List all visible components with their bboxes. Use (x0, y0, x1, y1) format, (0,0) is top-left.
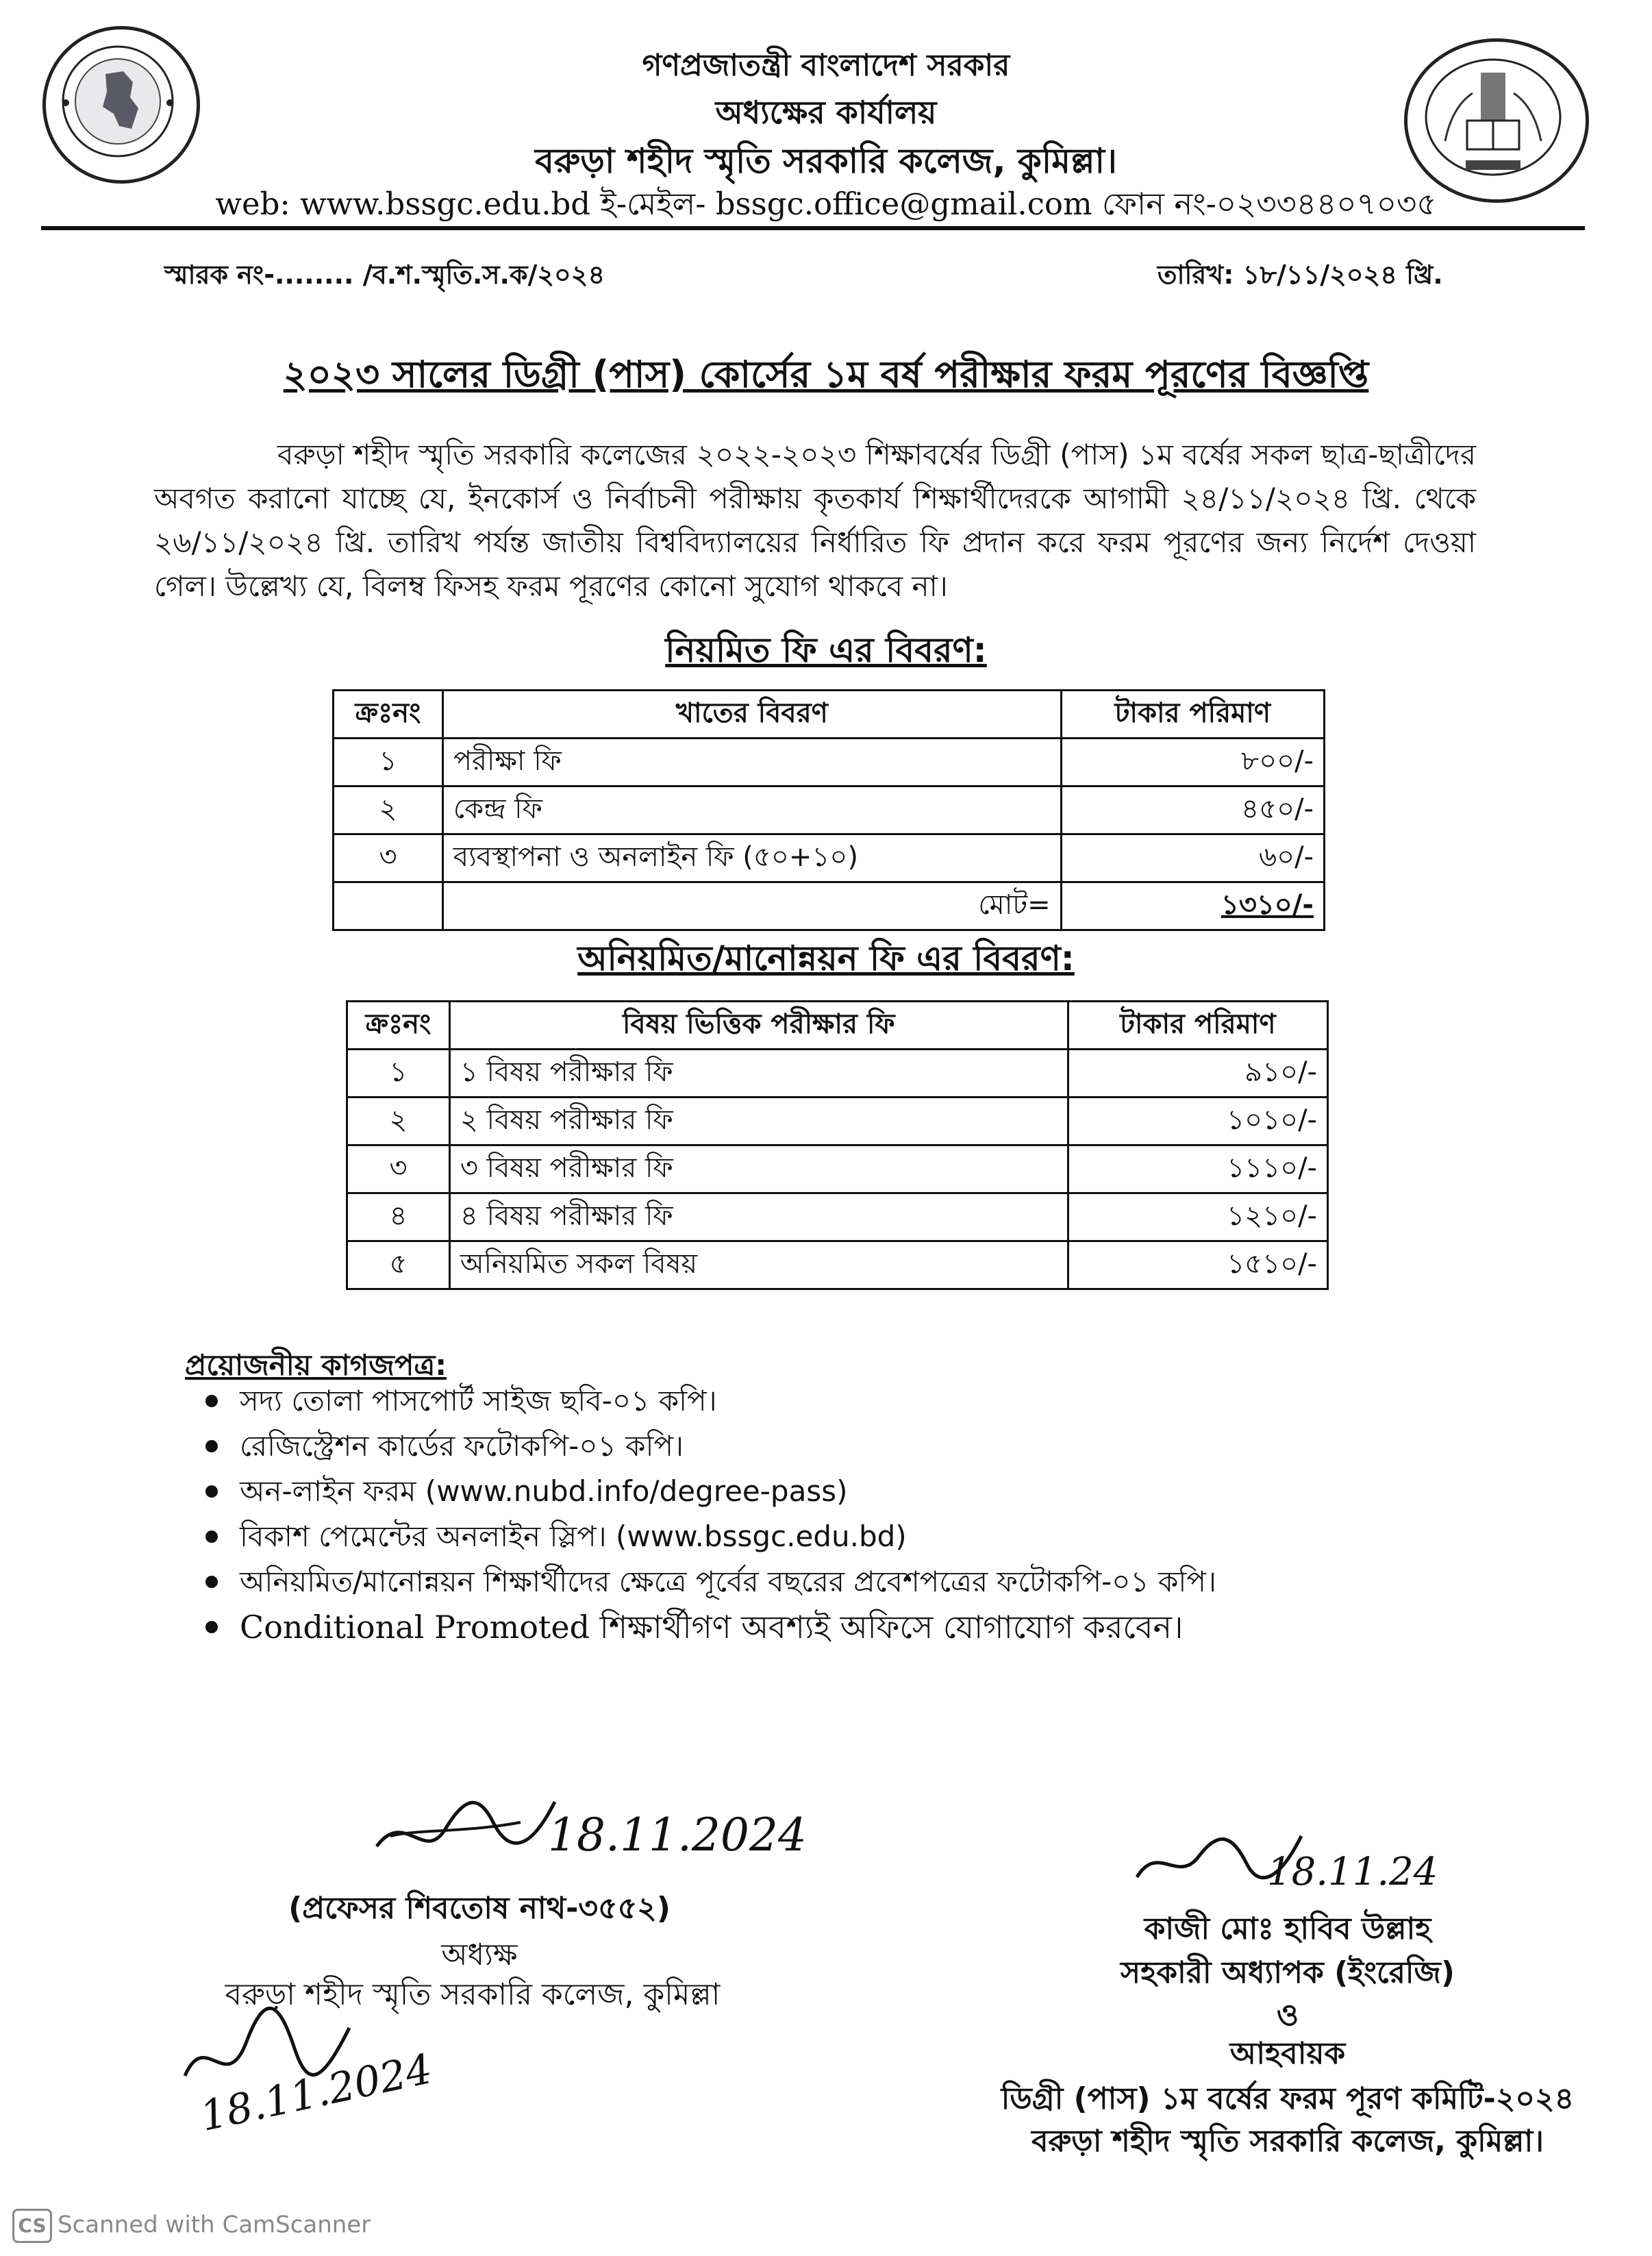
documents-heading: প্রয়োজনীয় কাগজপত্র: (185, 1348, 447, 1382)
principal-designation: অধ্যক্ষ (441, 1937, 518, 1972)
amount-cell: ১১১০/- (1068, 1145, 1327, 1193)
amount-cell: ১৫১০/- (1068, 1241, 1327, 1289)
scanner-watermark (12, 2209, 371, 2243)
bullet-icon (205, 1395, 218, 1407)
table-row (334, 739, 1325, 786)
serial-cell: ৩ (347, 1145, 450, 1193)
table-row (347, 1145, 1328, 1193)
column-header: ক্রঃনং (334, 691, 443, 739)
convener-name: কাজী মোঃ হাবিব উল্লাহ (1144, 1911, 1431, 1946)
header-divider (41, 226, 1585, 230)
list-item (240, 1424, 1541, 1469)
column-header: বিষয় ভিত্তিক পরীক্ষার ফি (449, 1002, 1068, 1050)
scanner-text: Scanned with CamScanner (58, 2211, 371, 2239)
serial-cell: ৩ (334, 834, 443, 882)
serial-cell: ১ (347, 1050, 450, 1098)
amount-cell: ৯১০/- (1068, 1050, 1327, 1098)
convener-designation: সহকারী অধ্যাপক (ইংরেজি) (1121, 1955, 1455, 1990)
principal-signature (363, 1781, 568, 1870)
amount-cell: ৬০/- (1061, 834, 1324, 882)
total-amount: ১৩১০/- (1061, 882, 1324, 930)
list-item (240, 1559, 1541, 1604)
column-header: টাকার পরিমাণ (1068, 1002, 1327, 1050)
serial-cell: ৪ (347, 1193, 450, 1241)
camscanner-logo: CS (12, 2209, 52, 2243)
notice-title: ২০২৩ সালের ডিগ্রী (পাস) কোর্সের ১ম বর্ষ পরীক্ষার ফরম পূরণের বিজ্ঞপ্তি (283, 353, 1369, 396)
govt-name: গণপ্রজাতন্ত্রী বাংলাদেশ সরকার (642, 48, 1010, 83)
second-signature-date: 18.11.2024 (196, 2045, 437, 2141)
column-header: টাকার পরিমাণ (1061, 691, 1324, 739)
list-item (240, 1514, 1541, 1559)
column-header: ক্রঃনং (347, 1002, 450, 1050)
table-header-row (347, 1002, 1328, 1050)
documents-list (240, 1378, 1541, 1650)
notice-body: বরুড়া শহীদ স্মৃতি সরকারি কলেজের ২০২২-২০২৩ শিক্ষাবর্ষের ডিগ্রী (পাস) ১ম বর্ষের সকল ছাত্র-ছাত্রীদের অবগত করানো যাচ্ছে যে, ইনকোর্স ও নির্বাচনী পরীক্ষায় কৃতকার্য শিক্ষার্থীদেরকে আগামী ২৪/১১/২০২৪ খ্রি. থেকে ২৬/১১/২০২৪ খ্রি. তারিখ পর্যন্ত জাতীয় বিশ্ববিদ্যালয়ের নির্ধারিত ফি প্রদান করে ফরম পূরণের জন্য নির্দেশ দেওয়া গেল। উল্লেখ্য যে, বিলম্ব ফিসহ ফরম পূরণের কোনো সুযোগ থাকবে না। (154, 438, 1476, 603)
irregular-fee-table (346, 1000, 1329, 1290)
memo-reference: স্মারক নং-........ /ব.শ.স্মৃতি.স.ক/২০২৪ (164, 260, 605, 290)
contact-line: web: www.bssgc.edu.bd ই-মেইল- bssgc.office@gmail.com ফোন নং-০২৩৩৪৪০৭০৩৫ (215, 186, 1437, 222)
item-cell: কেন্দ্র ফি (442, 786, 1061, 834)
regular-fee-table (332, 689, 1325, 931)
list-item-text: রেজিস্ট্রেশন কার্ডের ফটোকপি-০১ কপি। (240, 1429, 684, 1463)
serial-cell: ২ (334, 786, 443, 834)
amount-cell: ৮০০/- (1061, 739, 1324, 786)
table-header-row (334, 691, 1325, 739)
list-item-text: সদ্য তোলা পাসপোর্ট সাইজ ছবি-০১ কপি। (240, 1384, 717, 1417)
table-row (334, 834, 1325, 882)
bullet-icon (205, 1621, 218, 1633)
total-row (334, 882, 1325, 930)
item-cell: ৩ বিষয় পরীক্ষার ফি (449, 1145, 1068, 1193)
regular-fee-heading: নিয়মিত ফি এর বিবরণ: (665, 630, 987, 670)
total-label: মোট= (442, 882, 1061, 930)
table-row (347, 1193, 1328, 1241)
conjunction: ও (1276, 1998, 1299, 2033)
list-item (240, 1469, 1541, 1514)
committee-name: ডিগ্রী (পাস) ১ম বর্ষের ফরম পূরণ কমিটি-২০২৪ (1001, 2081, 1575, 2116)
empty-cell (334, 882, 443, 930)
item-cell: ১ বিষয় পরীক্ষার ফি (449, 1050, 1068, 1098)
college-name: বরুড়া শহীদ স্মৃতি সরকারি কলেজ, কুমিল্লা। (535, 141, 1117, 181)
item-cell: অনিয়মিত সকল বিষয় (449, 1241, 1068, 1289)
list-item-text: অন-লাইন ফরম (www.nubd.info/degree-pass) (240, 1474, 848, 1508)
table-row (347, 1050, 1328, 1098)
item-cell: ২ বিষয় পরীক্ষার ফি (449, 1098, 1068, 1145)
convener-signature-date: 18.11.24 (1267, 1850, 1438, 1894)
list-item-text: অনিয়মিত/মানোন্নয়ন শিক্ষার্থীদের ক্ষেত্রে পূর্বের বছরের প্রবেশপত্রের ফটোকপি-০১ কপি। (240, 1565, 1216, 1598)
item-cell: ব্যবস্থাপনা ও অনলাইন ফি (৫০+১০) (442, 834, 1061, 882)
bullet-icon (205, 1530, 218, 1543)
amount-cell: ১০১০/- (1068, 1098, 1327, 1145)
column-header: খাতের বিবরণ (442, 691, 1061, 739)
bullet-icon (205, 1576, 218, 1588)
list-item-text: Conditional Promoted শিক্ষার্থীগণ অবশ্যই অফিসে যোগাযোগ করবেন। (240, 1609, 1184, 1646)
list-item (240, 1378, 1541, 1424)
table-row (334, 786, 1325, 834)
amount-cell: ১২১০/- (1068, 1193, 1327, 1241)
principal-signature-date: 18.11.2024 (548, 1809, 807, 1861)
amount-cell: ৪৫০/- (1061, 786, 1324, 834)
principal-institution: বরুড়া শহীদ স্মৃতি সরকারি কলেজ, কুমিল্লা (225, 1977, 721, 2012)
memo-date: তারিখ: ১৮/১১/২০২৪ খ্রি. (1157, 260, 1443, 290)
list-item (240, 1604, 1541, 1650)
convener-role: আহবায়ক (1229, 2036, 1346, 2071)
bullet-icon (205, 1485, 218, 1498)
list-item-text: বিকাশ পেমেন্টের অনলাইন স্লিপ। (www.bssgc.edu.bd) (240, 1520, 907, 1553)
serial-cell: ২ (347, 1098, 450, 1145)
irregular-fee-heading: অনিয়মিত/মানোন্নয়ন ফি এর বিবরণ: (577, 939, 1075, 978)
serial-cell: ১ (334, 739, 443, 786)
convener-institution: বরুড়া শহীদ স্মৃতি সরকারি কলেজ, কুমিল্লা। (1031, 2124, 1544, 2159)
table-row (347, 1098, 1328, 1145)
principal-name: (প্রফেসর শিবতোষ নাথ-৩৫৫২) (288, 1891, 671, 1926)
serial-cell: ৫ (347, 1241, 450, 1289)
office-name: অধ্যক্ষের কার্যালয় (715, 94, 937, 131)
table-row (347, 1241, 1328, 1289)
bullet-icon (205, 1440, 218, 1452)
item-cell: ৪ বিষয় পরীক্ষার ফি (449, 1193, 1068, 1241)
item-cell: পরীক্ষা ফি (442, 739, 1061, 786)
